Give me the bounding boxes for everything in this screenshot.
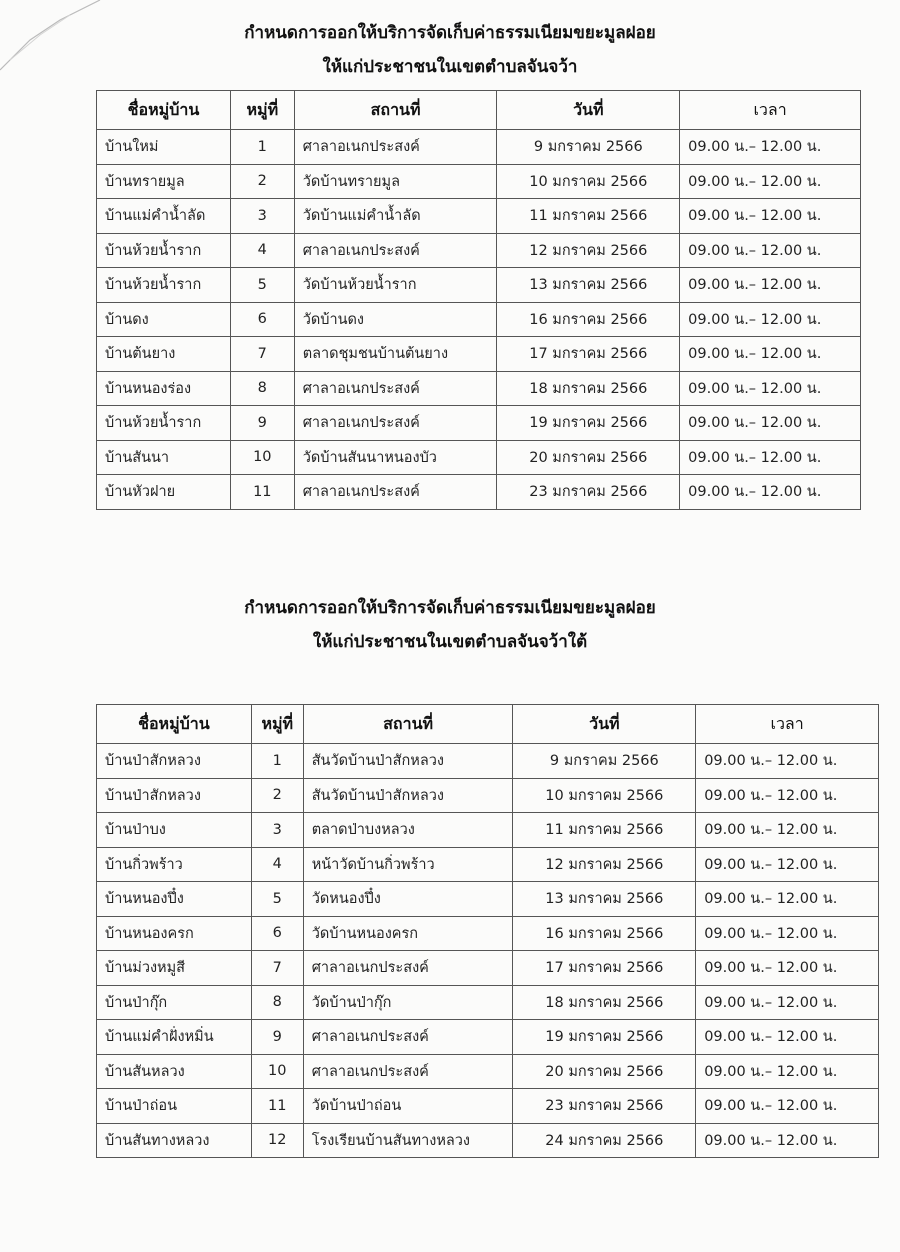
cell-date: 18 มกราคม 2566 [513, 985, 696, 1020]
cell-village-name: บ้านห้วยน้ำราก [97, 406, 231, 441]
cell-time: 09.00 น.– 12.00 น. [680, 337, 861, 372]
header-location: สถานที่ [294, 91, 497, 130]
cell-location: โรงเรียนบ้านสันทางหลวง [303, 1123, 513, 1158]
header-moo: หมู่ที่ [251, 705, 303, 744]
cell-moo: 1 [251, 744, 303, 779]
cell-time: 09.00 น.– 12.00 น. [696, 778, 879, 813]
cell-time: 09.00 น.– 12.00 น. [696, 882, 879, 917]
cell-location: วัดบ้านป่าถ่อน [303, 1089, 513, 1124]
cell-village-name: บ้านห้วยน้ำราก [97, 233, 231, 268]
cell-time: 09.00 น.– 12.00 น. [696, 1020, 879, 1055]
table-row [97, 406, 861, 441]
cell-moo: 11 [230, 475, 294, 510]
cell-location: สันวัดบ้านป่าสักหลวง [303, 778, 513, 813]
cell-time: 09.00 น.– 12.00 น. [696, 985, 879, 1020]
cell-date: 13 มกราคม 2566 [497, 268, 680, 303]
cell-moo: 4 [251, 847, 303, 882]
cell-location: ศาลาอเนกประสงค์ [303, 1020, 513, 1055]
cell-time: 09.00 น.– 12.00 น. [680, 268, 861, 303]
cell-moo: 5 [230, 268, 294, 303]
cell-location: ศาลาอเนกประสงค์ [294, 371, 497, 406]
cell-moo: 9 [251, 1020, 303, 1055]
cell-moo: 11 [251, 1089, 303, 1124]
cell-time: 09.00 น.– 12.00 น. [680, 130, 861, 165]
table-row [97, 130, 861, 165]
cell-date: 19 มกราคม 2566 [513, 1020, 696, 1055]
cell-date: 24 มกราคม 2566 [513, 1123, 696, 1158]
cell-moo: 5 [251, 882, 303, 917]
cell-village-name: บ้านป่าสักหลวง [97, 744, 252, 779]
cell-moo: 2 [251, 778, 303, 813]
table-row [97, 813, 879, 848]
table-row [97, 337, 861, 372]
cell-location: ศาลาอเนกประสงค์ [294, 233, 497, 268]
cell-location: ศาลาอเนกประสงค์ [294, 406, 497, 441]
cell-time: 09.00 น.– 12.00 น. [696, 1054, 879, 1089]
cell-moo: 12 [251, 1123, 303, 1158]
cell-time: 09.00 น.– 12.00 น. [680, 199, 861, 234]
cell-moo: 6 [251, 916, 303, 951]
table-body [97, 744, 879, 1158]
cell-moo: 1 [230, 130, 294, 165]
cell-time: 09.00 น.– 12.00 น. [696, 916, 879, 951]
cell-village-name: บ้านม่วงหมูสี [97, 951, 252, 986]
cell-village-name: บ้านห้วยน้ำราก [97, 268, 231, 303]
cell-time: 09.00 น.– 12.00 น. [696, 847, 879, 882]
table-row [97, 475, 861, 510]
cell-village-name: บ้านแม่คำน้ำลัด [97, 199, 231, 234]
cell-village-name: บ้านป่าถ่อน [97, 1089, 252, 1124]
cell-location: วัดบ้านดง [294, 302, 497, 337]
cell-location: สันวัดบ้านป่าสักหลวง [303, 744, 513, 779]
header-village-name: ชื่อหมู่บ้าน [97, 705, 252, 744]
cell-date: 20 มกราคม 2566 [513, 1054, 696, 1089]
cell-date: 23 มกราคม 2566 [497, 475, 680, 510]
cell-village-name: บ้านหนองร่อง [97, 371, 231, 406]
table-header-row [97, 705, 879, 744]
cell-time: 09.00 น.– 12.00 น. [680, 371, 861, 406]
section-title-line2: ให้แก่ประชาชนในเขตตำบลจันจว้าใต้ [312, 632, 588, 652]
cell-moo: 8 [251, 985, 303, 1020]
cell-moo: 4 [230, 233, 294, 268]
cell-time: 09.00 น.– 12.00 น. [680, 440, 861, 475]
cell-time: 09.00 น.– 12.00 น. [696, 813, 879, 848]
table-row [97, 882, 879, 917]
table-row [97, 1123, 879, 1158]
schedule-table-chanchawa [96, 90, 861, 510]
cell-moo: 6 [230, 302, 294, 337]
cell-village-name: บ้านป่ากุ๊ก [97, 985, 252, 1020]
cell-time: 09.00 น.– 12.00 น. [680, 233, 861, 268]
cell-time: 09.00 น.– 12.00 น. [680, 164, 861, 199]
table-row [97, 440, 861, 475]
table-row [97, 744, 879, 779]
schedule-section-chanchawa [0, 16, 900, 84]
cell-moo: 3 [230, 199, 294, 234]
cell-village-name: บ้านใหม่ [97, 130, 231, 165]
cell-village-name: บ้านดง [97, 302, 231, 337]
table-row [97, 302, 861, 337]
cell-moo: 7 [251, 951, 303, 986]
table-header-row [97, 91, 861, 130]
cell-date: 18 มกราคม 2566 [497, 371, 680, 406]
cell-location: ตลาดชุมชนบ้านต้นยาง [294, 337, 497, 372]
cell-village-name: บ้านหนองครก [97, 916, 252, 951]
cell-date: 9 มกราคม 2566 [497, 130, 680, 165]
cell-location: ศาลาอเนกประสงค์ [294, 130, 497, 165]
cell-village-name: บ้านทรายมูล [97, 164, 231, 199]
cell-location: วัดบ้านห้วยน้ำราก [294, 268, 497, 303]
cell-date: 10 มกราคม 2566 [497, 164, 680, 199]
cell-moo: 8 [230, 371, 294, 406]
cell-date: 17 มกราคม 2566 [513, 951, 696, 986]
cell-date: 10 มกราคม 2566 [513, 778, 696, 813]
cell-location: หน้าวัดบ้านกิ่วพร้าว [303, 847, 513, 882]
cell-location: ศาลาอเนกประสงค์ [294, 475, 497, 510]
cell-date: 20 มกราคม 2566 [497, 440, 680, 475]
cell-date: 17 มกราคม 2566 [497, 337, 680, 372]
cell-village-name: บ้านแม่คำฝั่งหมิ่น [97, 1020, 252, 1055]
cell-time: 09.00 น.– 12.00 น. [696, 1089, 879, 1124]
cell-location: ศาลาอเนกประสงค์ [303, 1054, 513, 1089]
header-time: เวลา [696, 705, 879, 744]
cell-moo: 9 [230, 406, 294, 441]
cell-date: 12 มกราคม 2566 [497, 233, 680, 268]
header-location: สถานที่ [303, 705, 513, 744]
cell-location: วัดบ้านแม่คำน้ำลัด [294, 199, 497, 234]
cell-moo: 10 [230, 440, 294, 475]
cell-moo: 2 [230, 164, 294, 199]
section-title-line2: ให้แก่ประชาชนในเขตตำบลจันจว้า [322, 57, 578, 77]
table-row [97, 233, 861, 268]
table-row [97, 985, 879, 1020]
table-row [97, 1089, 879, 1124]
table-row [97, 916, 879, 951]
schedule-section-chanchawa-tai [0, 591, 900, 659]
cell-date: 11 มกราคม 2566 [513, 813, 696, 848]
cell-time: 09.00 น.– 12.00 น. [680, 475, 861, 510]
cell-time: 09.00 น.– 12.00 น. [696, 1123, 879, 1158]
cell-time: 09.00 น.– 12.00 น. [680, 302, 861, 337]
cell-date: 16 มกราคม 2566 [513, 916, 696, 951]
cell-time: 09.00 น.– 12.00 น. [680, 406, 861, 441]
header-time: เวลา [680, 91, 861, 130]
table-row [97, 268, 861, 303]
table-row [97, 371, 861, 406]
cell-moo: 3 [251, 813, 303, 848]
cell-location: วัดบ้านทรายมูล [294, 164, 497, 199]
table-body [97, 130, 861, 510]
header-village-name: ชื่อหมู่บ้าน [97, 91, 231, 130]
cell-date: 19 มกราคม 2566 [497, 406, 680, 441]
cell-moo: 10 [251, 1054, 303, 1089]
cell-location: วัดบ้านสันนาหนองบัว [294, 440, 497, 475]
section-title-line1: กำหนดการออกให้บริการจัดเก็บค่าธรรมเนียมขยะมูลฝอย [244, 598, 656, 618]
cell-location: วัดบ้านหนองครก [303, 916, 513, 951]
table-row [97, 164, 861, 199]
table-row [97, 847, 879, 882]
header-moo: หมู่ที่ [230, 91, 294, 130]
cell-date: 12 มกราคม 2566 [513, 847, 696, 882]
cell-village-name: บ้านสันทางหลวง [97, 1123, 252, 1158]
cell-village-name: บ้านสันหลวง [97, 1054, 252, 1089]
table-row [97, 1020, 879, 1055]
table-row [97, 1054, 879, 1089]
table-row [97, 951, 879, 986]
cell-village-name: บ้านต้นยาง [97, 337, 231, 372]
header-date: วันที่ [497, 91, 680, 130]
cell-village-name: บ้านกิ่วพร้าว [97, 847, 252, 882]
cell-date: 13 มกราคม 2566 [513, 882, 696, 917]
cell-date: 11 มกราคม 2566 [497, 199, 680, 234]
cell-time: 09.00 น.– 12.00 น. [696, 951, 879, 986]
cell-moo: 7 [230, 337, 294, 372]
header-date: วันที่ [513, 705, 696, 744]
cell-location: วัดบ้านป่ากุ๊ก [303, 985, 513, 1020]
cell-location: ศาลาอเนกประสงค์ [303, 951, 513, 986]
cell-location: วัดหนองปึ๋ง [303, 882, 513, 917]
cell-date: 16 มกราคม 2566 [497, 302, 680, 337]
cell-location: ตลาดป่าบงหลวง [303, 813, 513, 848]
cell-village-name: บ้านป่าสักหลวง [97, 778, 252, 813]
table-row [97, 199, 861, 234]
cell-date: 9 มกราคม 2566 [513, 744, 696, 779]
table-row [97, 778, 879, 813]
schedule-table-chanchawa-tai [96, 704, 879, 1158]
cell-village-name: บ้านป่าบง [97, 813, 252, 848]
section-title-line1: กำหนดการออกให้บริการจัดเก็บค่าธรรมเนียมขยะมูลฝอย [244, 23, 656, 43]
cell-date: 23 มกราคม 2566 [513, 1089, 696, 1124]
cell-village-name: บ้านหัวฝาย [97, 475, 231, 510]
cell-time: 09.00 น.– 12.00 น. [696, 744, 879, 779]
cell-village-name: บ้านสันนา [97, 440, 231, 475]
cell-village-name: บ้านหนองปึ๋ง [97, 882, 252, 917]
